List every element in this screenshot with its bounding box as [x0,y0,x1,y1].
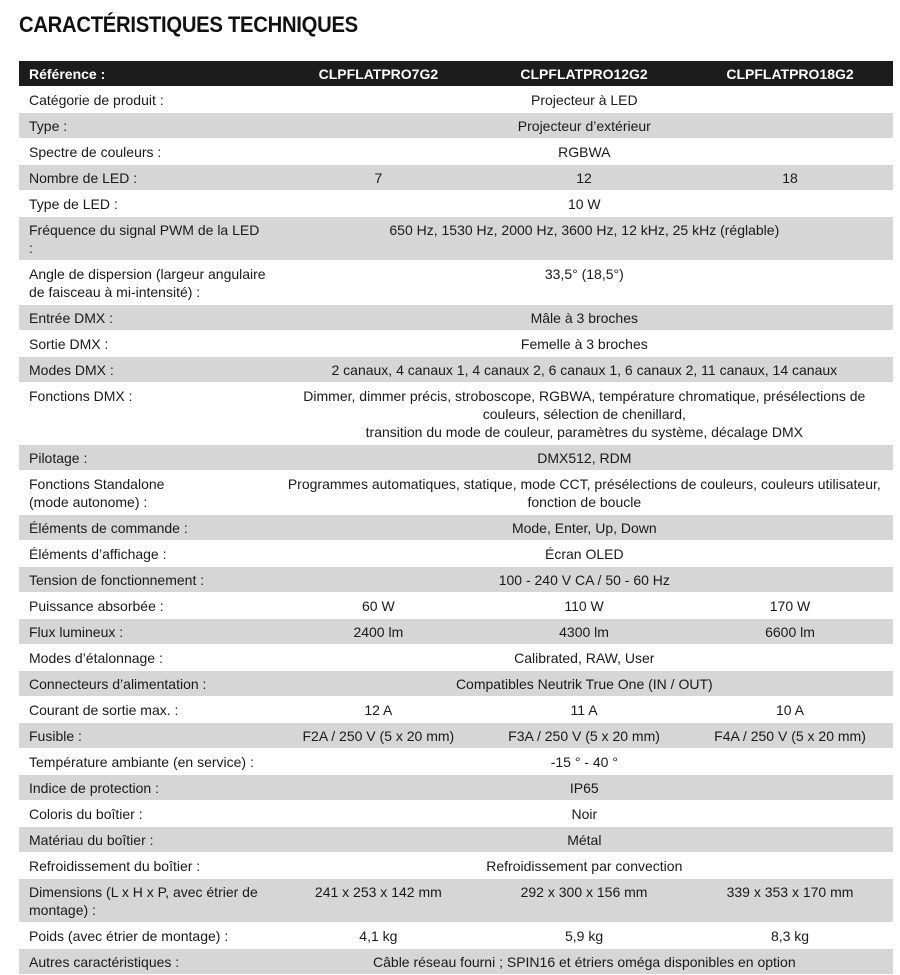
spec-row [19,471,893,515]
table-header-row [19,61,893,87]
spec-value: 33,5° (18,5°) [276,261,893,305]
spec-row [19,775,893,801]
spec-model-value: 5,9 kg [481,923,687,949]
spec-row [19,619,893,645]
spec-label: Pilotage : [19,445,276,471]
spec-row [19,515,893,541]
spec-row [19,749,893,775]
spec-value: Projecteur à LED [276,87,893,113]
spec-label: Température ambiante (en service) : [19,749,276,775]
spec-model-value: F2A / 250 V (5 x 20 mm) [276,723,481,749]
spec-value: Programmes automatiques, statique, mode CCT, présélections de couleurs, couleurs utilisateur, fonction de boucle [276,471,893,515]
spec-label: Éléments d’affichage : [19,541,276,567]
spec-label: Matériau du boîtier : [19,827,276,853]
spec-row [19,853,893,879]
spec-row [19,113,893,139]
spec-value: 10 W [276,191,893,217]
spec-label: Dimensions (L x H x P, avec étrier de montage) : [19,879,276,923]
spec-model-value: 339 x 353 x 170 mm [687,879,893,923]
spec-value: -15 ° - 40 ° [276,749,893,775]
spec-model-value: 18 [687,165,893,191]
spec-model-value: 110 W [481,593,687,619]
model-header: CLPFLATPRO12G2 [481,61,687,87]
spec-model-value: 12 [481,165,687,191]
header-label: Référence : [19,61,276,87]
spec-row [19,87,893,113]
spec-label: Coloris du boîtier : [19,801,276,827]
spec-label: Autres caractéristiques : [19,949,276,975]
spec-row [19,261,893,305]
spec-label: Courant de sortie max. : [19,697,276,723]
spec-model-value: 7 [276,165,481,191]
spec-row [19,827,893,853]
spec-label: Connecteurs d’alimentation : [19,671,276,697]
spec-table [19,61,893,975]
spec-value: Câble réseau fourni ; SPIN16 et étriers oméga disponibles en option [276,949,893,975]
spec-row [19,383,893,445]
spec-value: Métal [276,827,893,853]
spec-row [19,357,893,383]
spec-label: Catégorie de produit : [19,87,276,113]
spec-row [19,165,893,191]
spec-row [19,923,893,949]
spec-label: Fonctions DMX : [19,383,276,445]
spec-row [19,191,893,217]
spec-value: RGBWA [276,139,893,165]
spec-row [19,593,893,619]
spec-row [19,305,893,331]
spec-model-value: 292 x 300 x 156 mm [481,879,687,923]
spec-table-body [19,61,893,975]
spec-row [19,949,893,975]
spec-model-value: F3A / 250 V (5 x 20 mm) [481,723,687,749]
spec-label: Fonctions Standalone (mode autonome) : [19,471,276,515]
spec-value: Mâle à 3 broches [276,305,893,331]
spec-row [19,541,893,567]
spec-model-value: 2400 lm [276,619,481,645]
spec-label: Sortie DMX : [19,331,276,357]
model-header: CLPFLATPRO7G2 [276,61,481,87]
spec-label: Nombre de LED : [19,165,276,191]
model-header: CLPFLATPRO18G2 [687,61,893,87]
spec-label: Éléments de commande : [19,515,276,541]
spec-label: Fréquence du signal PWM de la LED : [19,217,276,261]
spec-row [19,879,893,923]
spec-row [19,445,893,471]
spec-value: Refroidissement par convection [276,853,893,879]
spec-value: 650 Hz, 1530 Hz, 2000 Hz, 3600 Hz, 12 kHz, 25 kHz (réglable) [276,217,893,261]
spec-value: 100 - 240 V CA / 50 - 60 Hz [276,567,893,593]
spec-model-value: 11 A [481,697,687,723]
spec-value: 2 canaux, 4 canaux 1, 4 canaux 2, 6 canaux 1, 6 canaux 2, 11 canaux, 14 canaux [276,357,893,383]
spec-label: Fusible : [19,723,276,749]
spec-label: Flux lumineux : [19,619,276,645]
spec-model-value: 4300 lm [481,619,687,645]
spec-row [19,801,893,827]
spec-label: Indice de protection : [19,775,276,801]
spec-label: Type de LED : [19,191,276,217]
spec-model-value: 12 A [276,697,481,723]
spec-row [19,139,893,165]
spec-label: Modes DMX : [19,357,276,383]
spec-value: Femelle à 3 broches [276,331,893,357]
spec-model-value: 6600 lm [687,619,893,645]
spec-model-value: 10 A [687,697,893,723]
spec-value: Projecteur d’extérieur [276,113,893,139]
spec-label: Entrée DMX : [19,305,276,331]
spec-value: Écran OLED [276,541,893,567]
spec-label: Spectre de couleurs : [19,139,276,165]
spec-value: Noir [276,801,893,827]
spec-model-value: 8,3 kg [687,923,893,949]
spec-value: DMX512, RDM [276,445,893,471]
spec-model-value: 241 x 253 x 142 mm [276,879,481,923]
spec-row [19,217,893,261]
spec-label: Angle de dispersion (largeur angulaire de faisceau à mi-intensité) : [19,261,276,305]
spec-row [19,697,893,723]
spec-model-value: 4,1 kg [276,923,481,949]
spec-label: Type : [19,113,276,139]
spec-value: Calibrated, RAW, User [276,645,893,671]
spec-model-value: F4A / 250 V (5 x 20 mm) [687,723,893,749]
spec-value: Mode, Enter, Up, Down [276,515,893,541]
spec-value: IP65 [276,775,893,801]
spec-row [19,645,893,671]
spec-row [19,671,893,697]
spec-value: Compatibles Neutrik True One (IN / OUT) [276,671,893,697]
spec-label: Poids (avec étrier de montage) : [19,923,276,949]
spec-label: Puissance absorbée : [19,593,276,619]
spec-label: Refroidissement du boîtier : [19,853,276,879]
spec-row [19,723,893,749]
spec-row [19,567,893,593]
page-title: CARACTÉRISTIQUES TECHNIQUES [19,12,358,37]
spec-value: Dimmer, dimmer précis, stroboscope, RGBWA, température chromatique, présélections de couleurs, sélection de chenillard, transition du mode de couleur, paramètres du système, décalage DMX [276,383,893,445]
spec-model-value: 170 W [687,593,893,619]
spec-label: Tension de fonctionnement : [19,567,276,593]
spec-model-value: 60 W [276,593,481,619]
spec-label: Modes d’étalonnage : [19,645,276,671]
spec-row [19,331,893,357]
